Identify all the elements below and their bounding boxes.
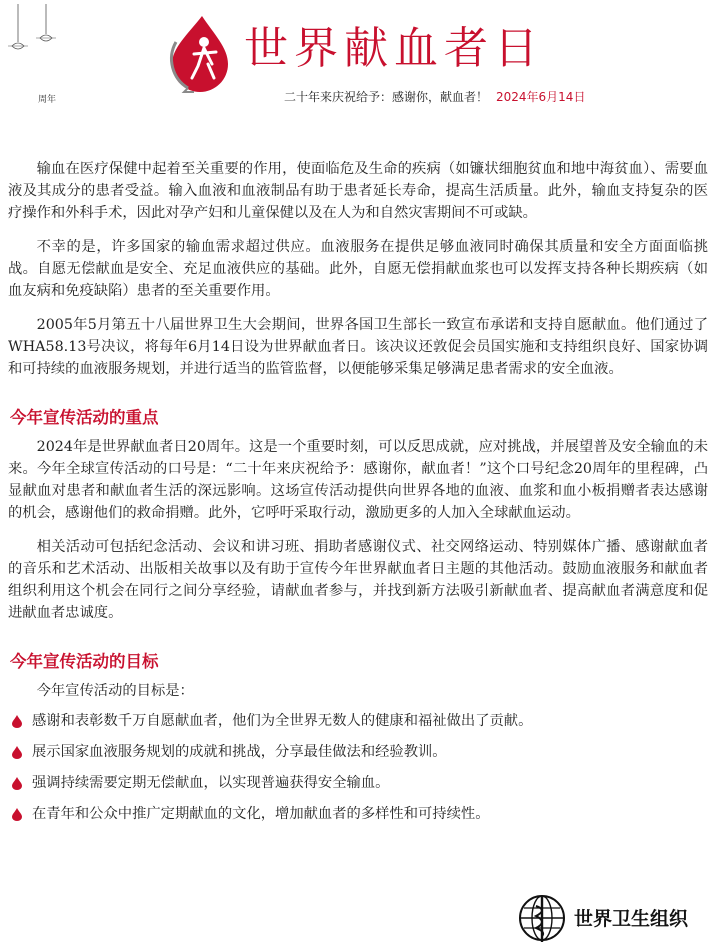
body-paragraph: 2005年5月第五十八届世界卫生大会期间，世界各国卫生部长一致宣布承诺和支持自愿献血。他们通过了WHA58.13号决议，将每年6月14日设为世界献血者日。该决议还敦促会员国实施和支持组织良好、国家协调和可持续的血液服务规划，并进行适当的监管监督，以便能够采集足够满足患者需求的安全血液。 bbox=[8, 317, 708, 377]
blood-drop-icon bbox=[12, 777, 22, 790]
blood-drop-globe-logo bbox=[158, 12, 240, 94]
list-item bbox=[8, 803, 708, 825]
header bbox=[0, 0, 720, 120]
body-paragraph: 不幸的是，许多国家的输血需求超过供应。血液服务在提供足够血液同时确保其质量和安全方面面临挑战。自愿无偿献血是安全、充足血液供应的基础。此外，自愿无偿捐献血浆也可以发挥支持各种长期疾病（如血友病和免疫缺陷）患者的至关重要作用。 bbox=[8, 239, 708, 299]
body-paragraph: 输血在医疗保健中起着至关重要的作用，使面临危及生命的疾病（如镰状细胞贫血和地中海贫血）、需要血液及其成分的患者受益。输入血液和血液制品有助于患者延长寿命，提高生活质量。此外，输血支持复杂的医疗操作和外科手术，因此对孕产妇和儿童保健以及在人为和自然灾害期间不可或缺。 bbox=[8, 161, 708, 221]
blood-drop-icon bbox=[12, 715, 22, 728]
goal-text: 展示国家血液服务规划的成就和挑战，分享最佳做法和经验教训。 bbox=[32, 744, 447, 760]
main-content bbox=[8, 158, 708, 834]
who-emblem-icon bbox=[516, 892, 568, 944]
page-title: 世界献血者日 bbox=[244, 23, 544, 74]
list-item bbox=[8, 772, 708, 794]
who-footer-logo bbox=[512, 890, 712, 946]
goal-text: 感谢和表彰数千万自愿献血者，他们为全世界无数人的健康和福祉做出了贡献。 bbox=[32, 713, 533, 729]
goals-intro: 今年宣传活动的目标是： bbox=[36, 683, 194, 699]
campaign-slogan: 二十年来庆祝给予：感谢你，献血者！ bbox=[284, 90, 489, 104]
list-item bbox=[8, 710, 708, 732]
anniversary-label: 周年 bbox=[38, 95, 57, 105]
goal-text: 在青年和公众中推广定期献血的文化，增加献血者的多样性和可持续性。 bbox=[32, 806, 490, 822]
event-date: 2024年6月14日 bbox=[496, 90, 586, 104]
section-heading-focus: 今年宣传活动的重点 bbox=[10, 408, 159, 427]
focus-paragraph: 相关活动可包括纪念活动、会议和讲习班、捐助者感谢仪式、社交网络运动、特别媒体广播、感谢献血者的音乐和艺术活动、出版相关故事以及有助于宣传今年世界献血者日主题的其他活动。鼓励血液服务和献血者组织利用这个机会在同行之间分享经验，请献血者参与，并找到新方法吸引新献血者、提高献血者满意度和促进献血者忠诚度。 bbox=[8, 539, 708, 621]
section-heading-goals: 今年宣传活动的目标 bbox=[10, 652, 159, 671]
goal-text: 强调持续需要定期无偿献血，以实现普遍获得安全输血。 bbox=[32, 775, 390, 791]
list-item bbox=[8, 741, 708, 763]
goals-list bbox=[8, 710, 708, 825]
blood-drop-icon bbox=[12, 746, 22, 759]
org-name: 世界卫生组织 bbox=[574, 908, 689, 930]
blood-drop-icon bbox=[12, 808, 22, 821]
hanging-ornament-icon bbox=[6, 4, 66, 60]
focus-paragraph: 2024年是世界献血者日20周年。这是一个重要时刻，可以反思成就，应对挑战，并展望普及安全输血的未来。今年全球宣传活动的口号是：“二十年来庆祝给予：感谢你，献血者！”这个口号纪念20周年的里程碑，凸显献血对患者和献血者生活的深远影响。这场宣传活动提供向世界各地的血液、血浆和血小板捐赠者表达感谢的机会，感谢他们的救命捐赠。此外，它呼吁采取行动，激励更多的人加入全球献血运动。 bbox=[8, 439, 708, 521]
